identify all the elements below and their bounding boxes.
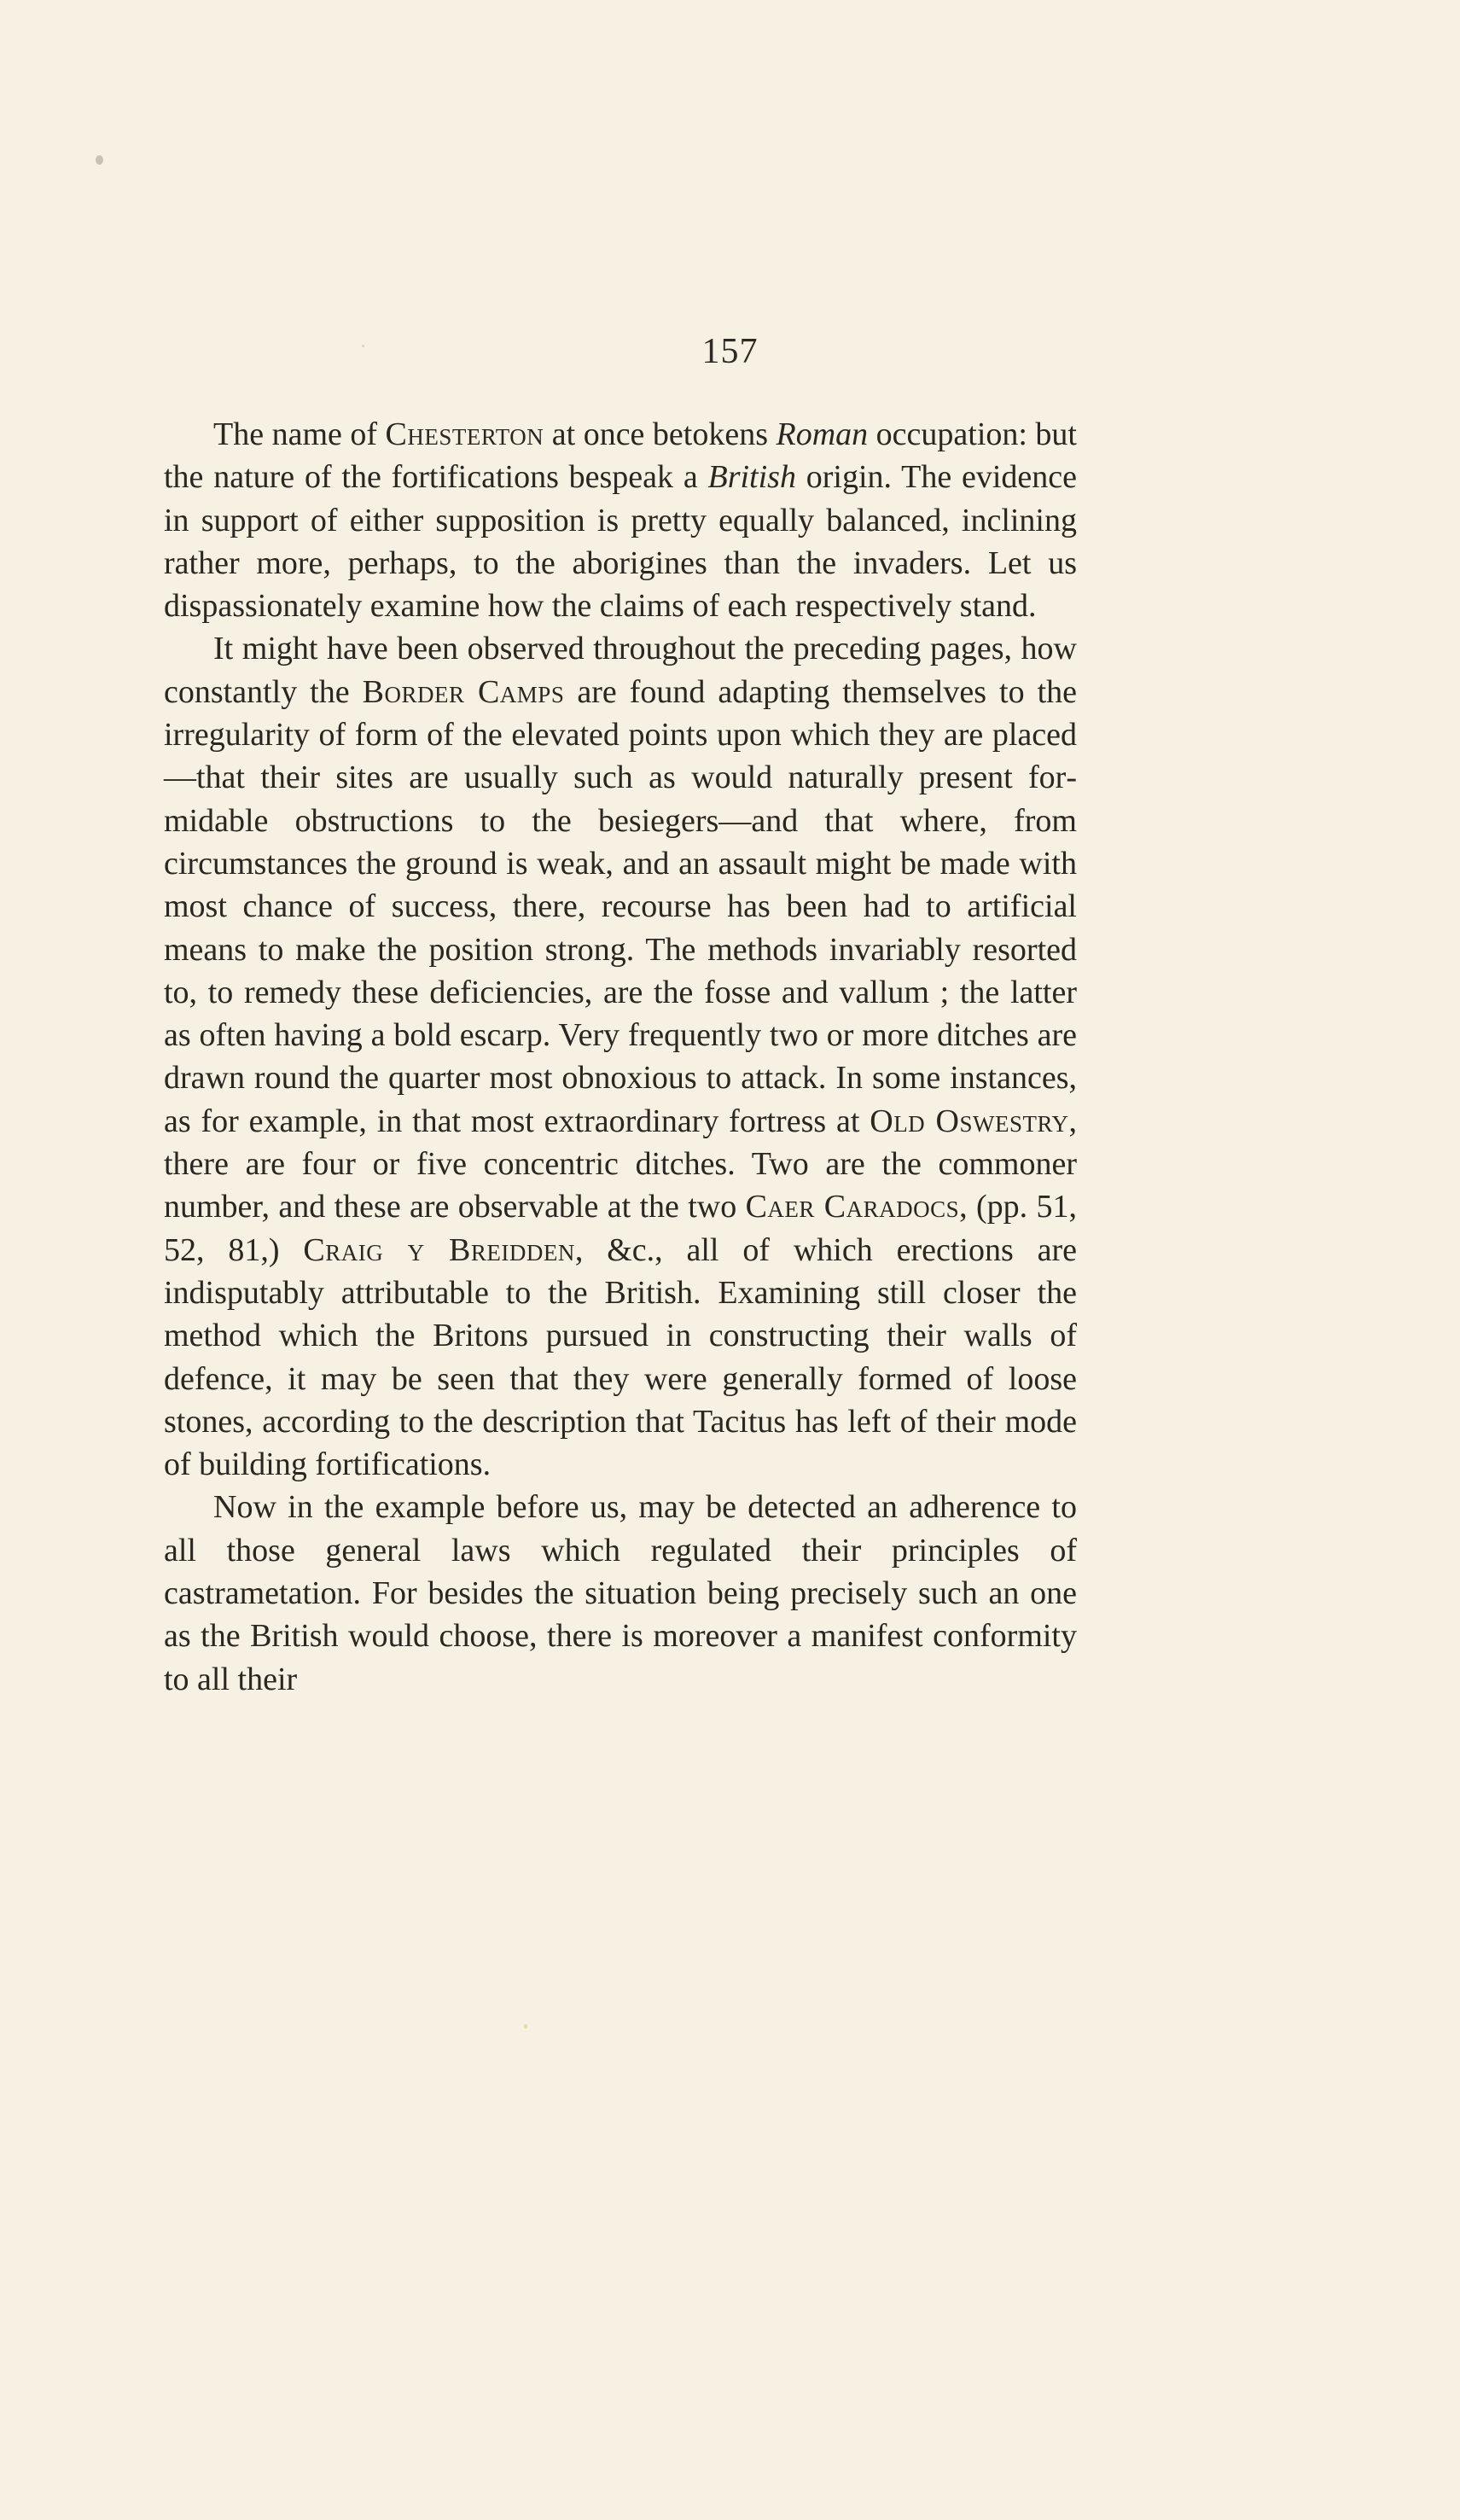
text-run: Now in the example before us, may be detected an adherence to all those general laws which regulated their principles of castrametation. For besides the situation being precisely such an one as the British would choose, there is moreover a manifest conformity to all their bbox=[164, 1489, 1077, 1697]
text-run: occupation: but the nature of the fortifications bespeak a bbox=[164, 416, 1077, 496]
text-run: The name of bbox=[213, 416, 386, 452]
small-caps-name: Chesterton bbox=[385, 416, 544, 452]
text-run: at once betokens bbox=[544, 416, 777, 452]
paper-fleck bbox=[524, 2024, 527, 2028]
text-run: origin. The evidence in support of either supposition is pretty equally balanced, inclining rather more, perhaps, to the aborigines than the invaders. Let us dispassionately examine how the claims of each respectively stand. bbox=[164, 459, 1077, 625]
body-text bbox=[164, 413, 1077, 1701]
paper-fleck bbox=[362, 345, 364, 347]
small-caps-name: Border Camps bbox=[362, 673, 565, 710]
italic-term: British bbox=[707, 459, 796, 496]
small-caps-name: Old Oswestry bbox=[870, 1103, 1069, 1139]
small-caps-name: Caer Caradocs bbox=[745, 1189, 960, 1225]
text-run: , there are four or five concentric ditches. Two are the commoner number, and these are observable at the two bbox=[164, 1103, 1077, 1225]
text-run: are found adapting themselves to the irregularity of form of the elevated points upon which they are placed—that their sites are usually such as would naturally present formidable obstructions to the besiegers—and that where, from circumstances the ground is weak, and an assault might be made with most chance of success, there, recourse has been had to artificial means to make the position strong. The methods invariably resorted to, to remedy these deficiencies, are the fosse and vallum ; the latter as often having a bold escarp. Very frequently two or more ditches are drawn round the quarter most obnoxious to attack. In some instances, as for example, in that most extraordinary fortress at bbox=[164, 673, 1077, 1139]
page-number: 157 bbox=[701, 332, 759, 371]
paragraph bbox=[164, 1486, 1077, 1700]
paper-fleck bbox=[96, 155, 103, 165]
paragraph bbox=[164, 627, 1077, 1486]
text-run: It might have been observed throughout the preceding pages, how constantly the bbox=[164, 631, 1077, 710]
text-run: , (pp. 51, 52, 81,) bbox=[164, 1189, 1077, 1268]
text-run: , &c., all of which erections are indisputably attributable to the British. Examining still closer the method which the Britons pursued in constructing their walls of defence, it may be seen that they were generally formed of loose stones, according to the description that Tacitus has left of their mode of building fortifications. bbox=[164, 1231, 1078, 1483]
small-caps-name: Craig y Breidden bbox=[303, 1231, 575, 1268]
paragraph bbox=[164, 413, 1077, 627]
italic-term: Roman bbox=[776, 416, 869, 452]
